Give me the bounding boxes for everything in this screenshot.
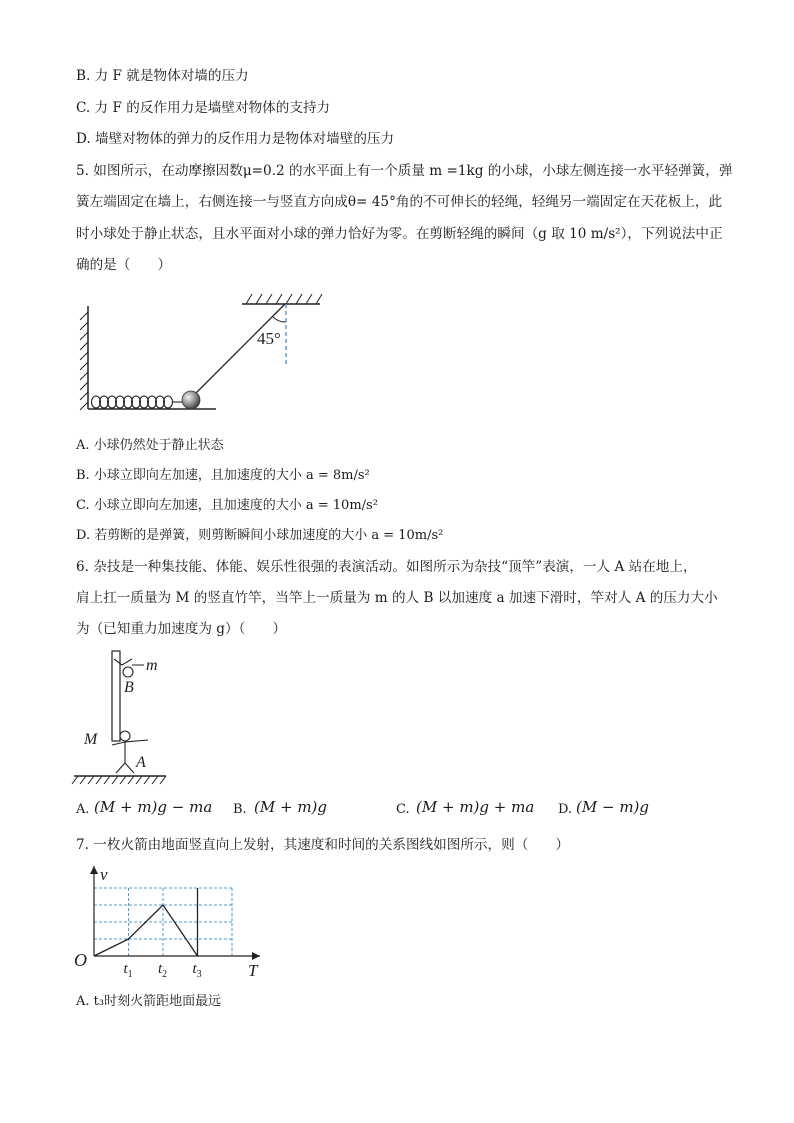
x-tick-label-t3: $t_3$ xyxy=(192,961,202,980)
velocity-series-line xyxy=(94,905,198,956)
q6-stem-line1: 6. 杂技是一种集技能、体能、娱乐性很强的表演活动。如图所示为杂技“顶竿”表演，一人 A 站在地上， xyxy=(76,559,697,575)
ball xyxy=(182,391,200,409)
q6-option-c-expr: (M + m)g + ma xyxy=(416,798,535,816)
q6-option-c-label: C. xyxy=(396,802,410,817)
label-M: M xyxy=(84,731,98,748)
spring xyxy=(92,396,183,408)
q6-option-b-label: B. xyxy=(233,802,247,817)
angle-label: 45° xyxy=(257,329,281,348)
y-axis-label: v xyxy=(100,865,108,884)
q6-stem-line3: 为（已知重力加速度为 g）（ ） xyxy=(76,621,287,637)
q5-stem-line1: 5. 如图所示，在动摩擦因数μ=0.2 的水平面上有一个质量 m =1kg 的小球，小球左侧连接一水平轻弹簧，弹 xyxy=(76,163,733,179)
q6-option-d-label: D. xyxy=(558,802,573,817)
q7-option-a: A. t₃时刻火箭距地面最远 xyxy=(76,994,222,1009)
x-tick-label-t1: $t_1$ xyxy=(123,961,133,980)
label-B: B xyxy=(124,679,134,696)
x-tick-label-t2: $t_2$ xyxy=(158,961,168,980)
q5-figure xyxy=(70,288,330,418)
x-axis-label: T xyxy=(248,961,258,980)
q4-option-d: D. 墙壁对物体的弹力的反作用力是物体对墙壁的压力 xyxy=(76,131,395,147)
q5-option-c: C. 小球立即向左加速，且加速度的大小 a = 10m/s² xyxy=(76,498,378,513)
q6-figure xyxy=(70,645,180,787)
q6-option-d-expr: (M − m)g xyxy=(576,798,649,816)
y-axis-arrow xyxy=(90,866,98,874)
x-axis-arrow xyxy=(252,952,260,960)
q5-stem-line3: 时小球处于静止状态，且水平面对小球的弹力恰好为零。在剪断轻绳的瞬间（g 取 10 m/s²），下列说法中正 xyxy=(76,226,723,242)
q5-option-a: A. 小球仍然处于静止状态 xyxy=(76,438,224,453)
q6-option-a-expr: (M + m)g − ma xyxy=(94,798,213,816)
q7-vt-chart xyxy=(70,862,270,982)
q5-option-b: B. 小球立即向左加速，且加速度的大小 a = 8m/s² xyxy=(76,468,370,483)
q5-stem-line2: 簧左端固定在墙上，右侧连接一与竖直方向成θ= 45°角的不可伸长的轻绳，轻绳另一端固定在天花板上，此 xyxy=(76,194,723,210)
label-A: A xyxy=(136,754,146,771)
q5-option-d: D. 若剪断的是弹簧，则剪断瞬间小球加速度的大小 a = 10m/s² xyxy=(76,528,444,543)
q6-option-a-label: A. xyxy=(76,802,90,817)
q7-stem-line1: 7. 一枚火箭由地面竖直向上发射，其速度和时间的关系图线如图所示，则（ ） xyxy=(76,837,570,853)
origin-label: O xyxy=(74,950,87,970)
rope xyxy=(191,304,285,398)
q6-option-b-expr: (M + m)g xyxy=(254,798,327,816)
q4-option-b: B. 力 F 就是物体对墙的压力 xyxy=(76,68,249,84)
label-m: m xyxy=(146,657,158,674)
q5-stem-line4: 确的是（ ） xyxy=(76,257,172,273)
q6-stem-line2: 肩上扛一质量为 M 的竖直竹竿，当竿上一质量为 m 的人 B 以加速度 a 加速下滑时，竿对人 A 的压力大小 xyxy=(76,590,718,606)
q4-option-c: C. 力 F 的反作用力是墙壁对物体的支持力 xyxy=(76,100,331,116)
